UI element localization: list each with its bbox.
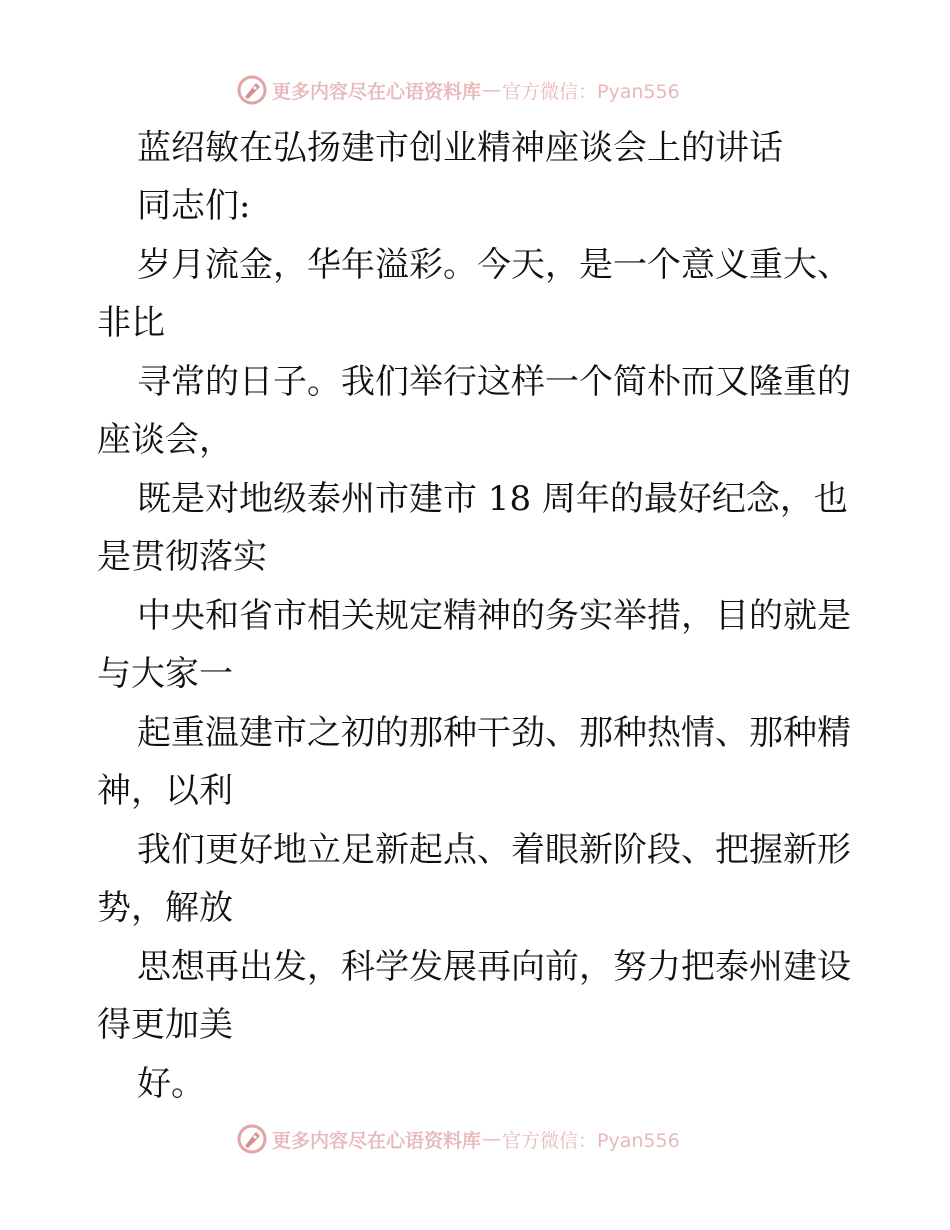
text-line: 岁月流金，华年溢彩。今天，是一个意义重大、: [137, 245, 851, 285]
watermark-main-text: 更多内容尽在心语资料库: [272, 80, 482, 103]
text-line: 思想再出发，科学发展再向前，努力把泰州建设: [137, 947, 851, 987]
text-line: 寻常的日子。我们举行这样一个简朴而又隆重的: [137, 362, 851, 402]
pen-nib-logo-icon: [236, 74, 268, 106]
pen-nib-logo-icon: [236, 1123, 268, 1155]
text-line: 座谈会，: [97, 420, 233, 460]
watermark-main-text: 更多内容尽在心语资料库: [272, 1129, 482, 1152]
watermark-contact: 官方微信：Pyan556: [502, 1129, 680, 1152]
footer-watermark: [236, 1122, 680, 1156]
watermark-contact: 官方微信：Pyan556: [502, 80, 680, 103]
text-line: 得更加美: [97, 1005, 233, 1045]
header-watermark: [236, 73, 680, 107]
watermark-dash: —: [482, 1128, 502, 1150]
text-line: 中央和省市相关规定精神的务实举措，目的就是: [137, 596, 851, 636]
text-line: 与大家一: [97, 654, 233, 694]
text-line: 我们更好地立足新起点、着眼新阶段、把握新形: [137, 830, 851, 870]
text-line: 势，解放: [97, 888, 233, 928]
document-title: 蓝绍敏在弘扬建市创业精神座谈会上的讲话: [137, 128, 783, 168]
text-line: 起重温建市之初的那种干劲、那种热情、那种精: [137, 713, 851, 753]
text-line: 既是对地级泰州市建市 18 周年的最好纪念，也: [137, 479, 848, 519]
watermark-dash: —: [482, 79, 502, 101]
text-line: 神，以利: [97, 771, 233, 811]
text-line: 好。: [137, 1064, 205, 1104]
text-line: 是贯彻落实: [97, 537, 267, 577]
salutation: 同志们:: [137, 186, 251, 226]
text-line: 非比: [97, 303, 165, 343]
